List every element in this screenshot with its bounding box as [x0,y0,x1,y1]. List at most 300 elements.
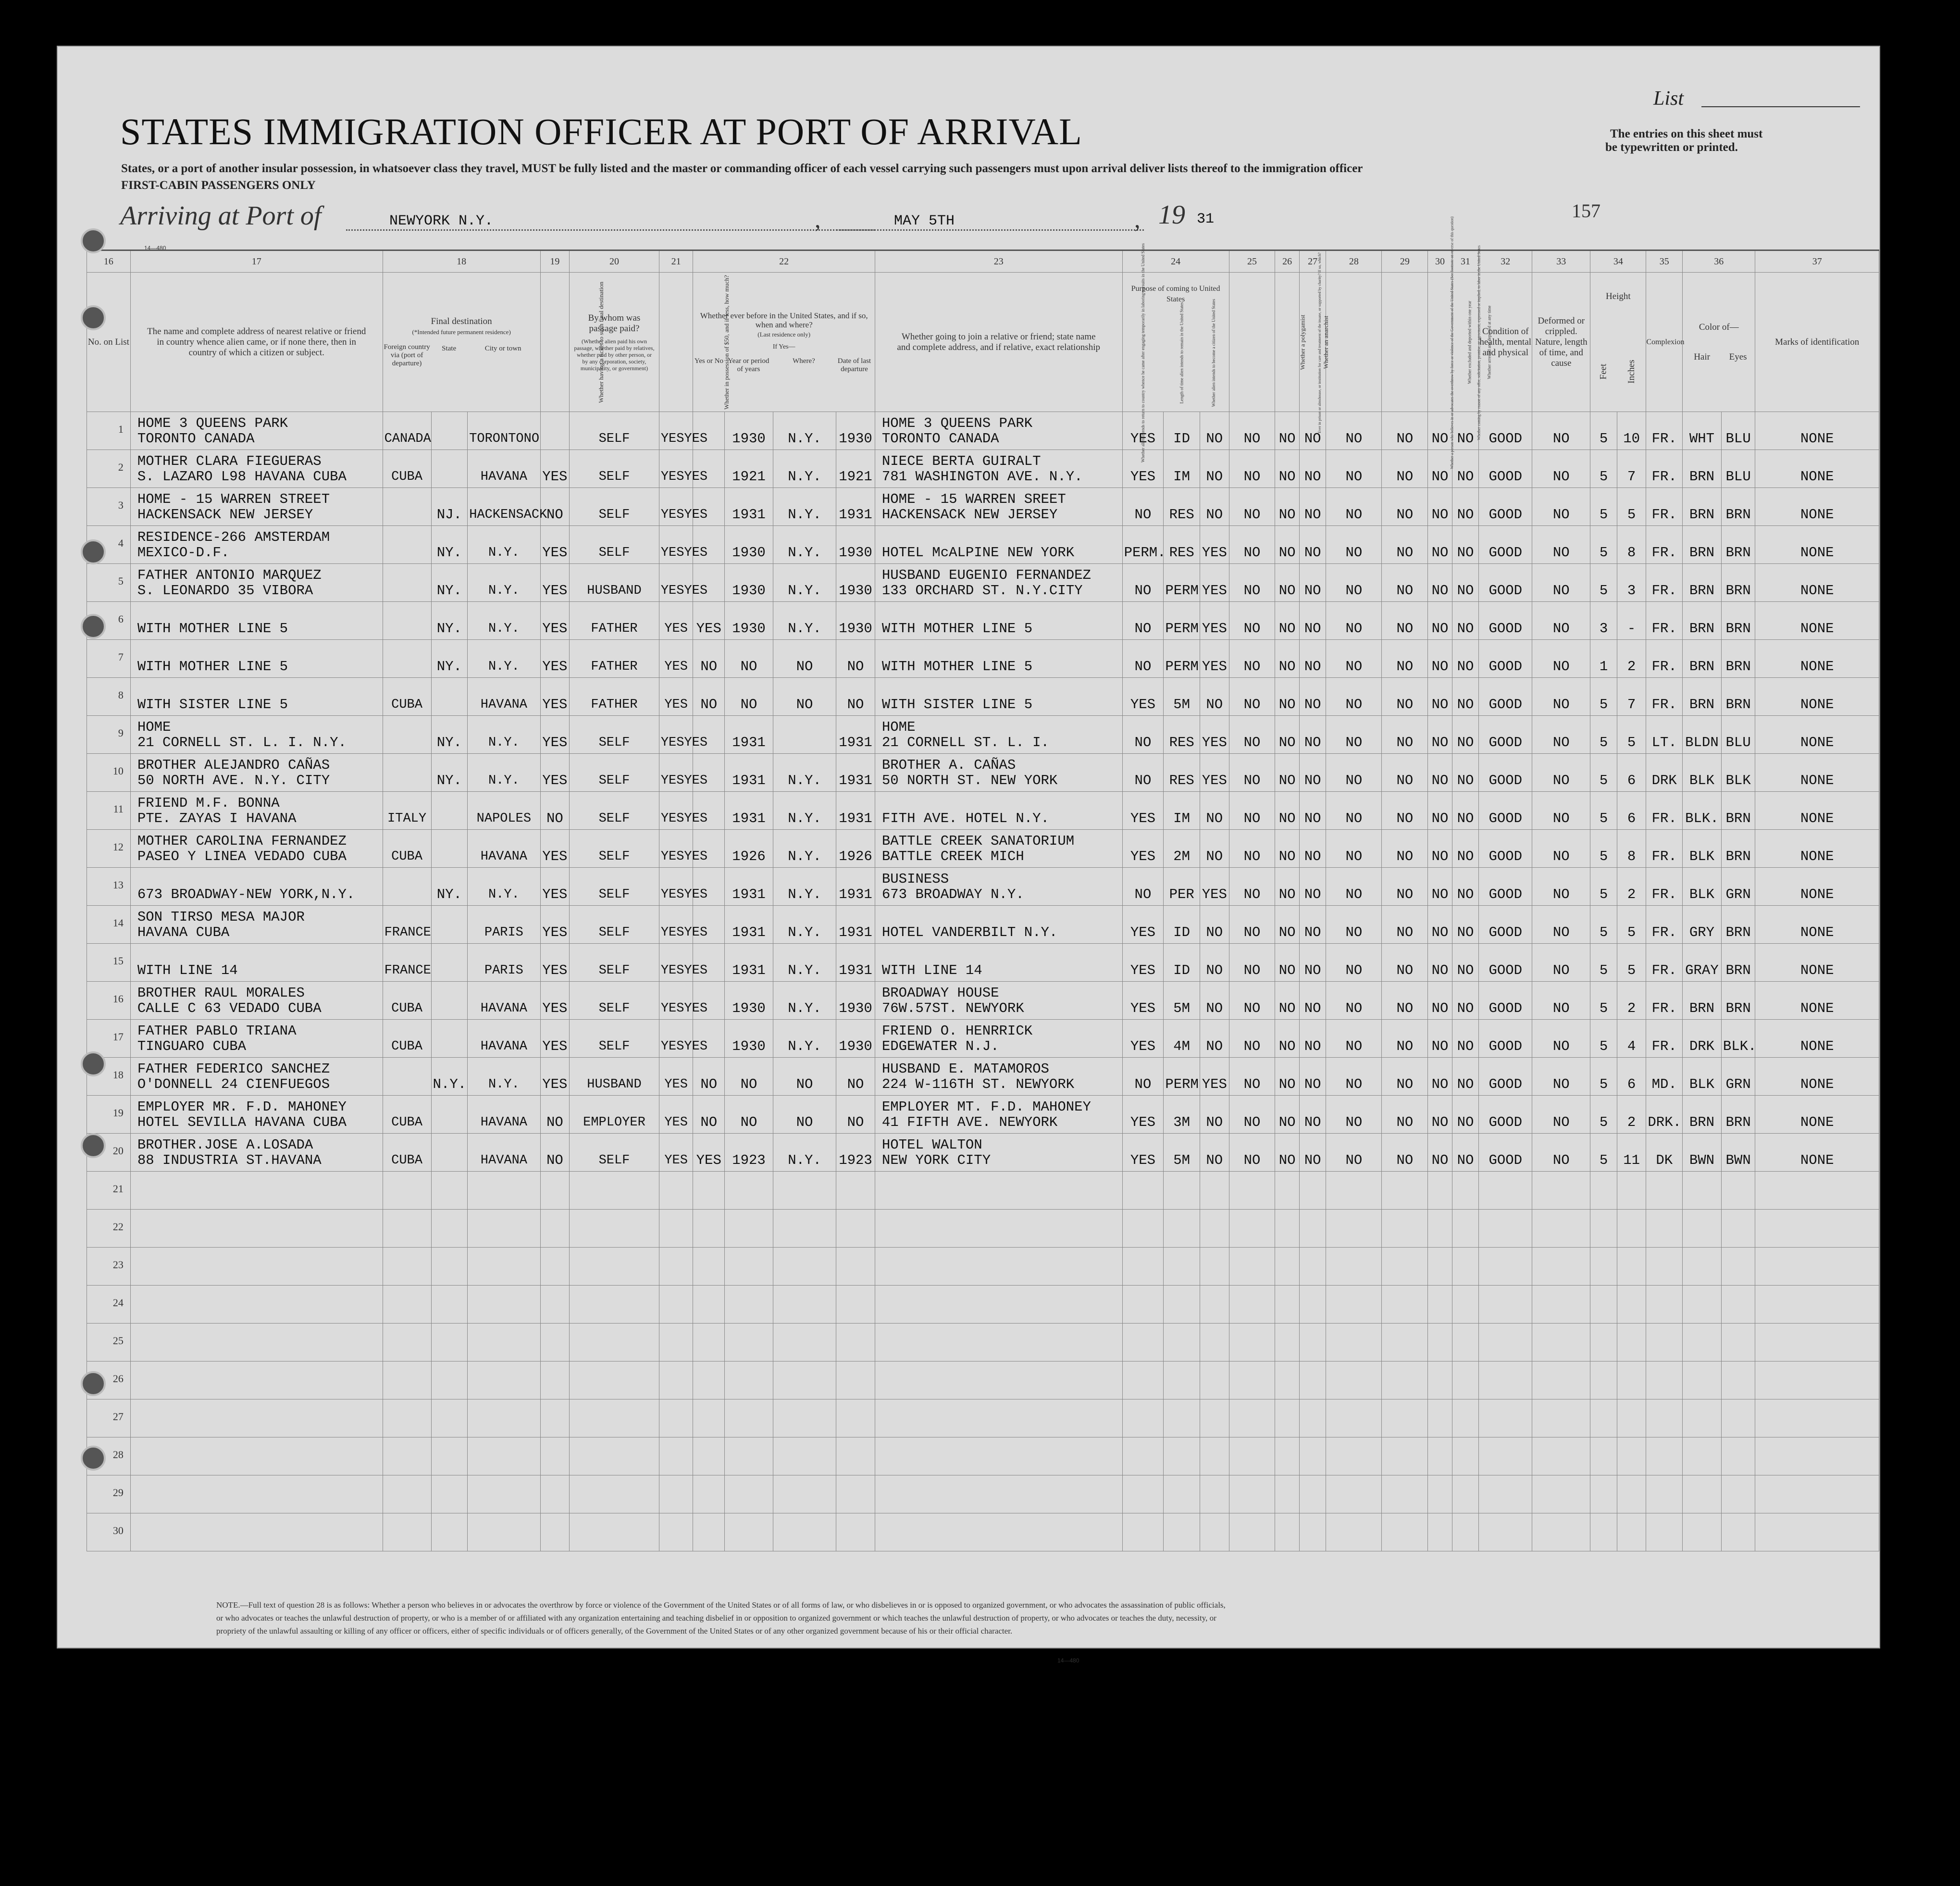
join-relative [875,754,1122,792]
deformed: NO [1532,1020,1590,1058]
citizen-intent: NO [1200,982,1229,1020]
empty-cell [468,1361,540,1399]
deported: NO [1452,1058,1479,1096]
polygamist: NO [1275,678,1299,716]
q28: NO [1326,830,1382,868]
departure-year: 1931 [836,906,875,944]
empty-cell [725,1210,773,1248]
purpose: NO [1122,716,1164,754]
header-hair: Hair [1694,351,1710,362]
height-inches: 4 [1617,1020,1646,1058]
empty-cell [1590,1210,1617,1248]
height-inches: 8 [1617,526,1646,564]
q29: NO [1382,1020,1428,1058]
hair-color: BRN [1683,526,1722,564]
hair-color: BLK [1683,830,1722,868]
empty-cell [1275,1210,1299,1248]
empty-cell [1299,1361,1326,1399]
citizen-intent: NO [1200,944,1229,982]
empty-cell [1683,1248,1722,1286]
join-relative [875,830,1122,868]
empty-table-row [87,1399,1879,1437]
column-number: 26 [1275,250,1299,273]
join-relative [875,450,1122,488]
purpose: YES [1122,412,1164,450]
q29: NO [1382,1058,1428,1096]
address-line: HACKENSACK NEW JERSEY [137,507,313,523]
address-line: BROADWAY HOUSE [881,985,999,1001]
money: YES [659,602,693,640]
complexion: FR. [1646,450,1683,488]
binder-hole [81,305,106,330]
height-feet: 5 [1590,906,1617,944]
empty-table-row [87,1286,1879,1324]
empty-cell [570,1475,659,1513]
column-number: 28 [1326,250,1382,273]
empty-cell [1590,1324,1617,1361]
empty-cell [693,1513,725,1551]
dest-city: N.Y. [468,716,540,754]
dest-state [431,412,468,450]
marks: NONE [1755,906,1879,944]
empty-cell [1200,1399,1229,1437]
header-return-intent: Whether alien intends to return to country whence he came after engaging temporarily in laboring pursuits in the United States [1141,243,1146,462]
health: GOOD [1479,1096,1532,1134]
empty-cell [570,1286,659,1324]
where-in-us: NO [773,1058,836,1096]
table-row [87,450,1879,488]
empty-cell [1755,1513,1879,1551]
passage-paid: SELF [570,1020,659,1058]
empty-cell [773,1286,836,1324]
address-line: WITH MOTHER LINE 5 [881,621,1033,637]
header-length-of-stay: Length of time alien intends to remain in the United States [1179,302,1184,403]
join-relative [875,944,1122,982]
prison: NO [1229,1058,1275,1096]
health: GOOD [1479,640,1532,678]
prison: NO [1229,412,1275,450]
anarchist: NO [1299,450,1326,488]
empty-cell [1617,1475,1646,1513]
empty-cell [130,1361,383,1399]
column-number: 21 [659,250,693,273]
table-row [87,488,1879,526]
column-number: 23 [875,250,1122,273]
q28: NO [1326,792,1382,830]
row-number: 21 [87,1172,131,1210]
q28: NO [1326,944,1382,982]
address-line: 41 FIFTH AVE. NEWYORK [881,1114,1058,1130]
empty-cell [431,1248,468,1286]
deported: NO [1452,640,1479,678]
empty-cell [1164,1437,1200,1475]
polygamist: NO [1275,830,1299,868]
join-relative [875,906,1122,944]
q28: NO [1326,450,1382,488]
address-line: FITH AVE. HOTEL N.Y. [881,811,1049,826]
foreign-country [383,564,431,602]
empty-cell [1382,1210,1428,1248]
departure-year: 1930 [836,602,875,640]
empty-cell [540,1437,570,1475]
q29: NO [1382,564,1428,602]
empty-cell [1299,1210,1326,1248]
empty-cell [693,1248,725,1286]
departure-year: 1930 [836,412,875,450]
empty-cell [1590,1513,1617,1551]
health: GOOD [1479,868,1532,906]
ticket: YES [540,1020,570,1058]
address-line: WITH SISTER LINE 5 [881,697,1033,712]
excluded: NO [1428,754,1452,792]
citizen-intent: YES [1200,526,1229,564]
empty-cell [1275,1361,1299,1399]
dest-city: HAVANA [468,1134,540,1172]
dest-city: N.Y. [468,640,540,678]
header-deported: Whether arrested and deported at any time [1452,273,1479,412]
height-inches: 8 [1617,830,1646,868]
purpose: YES [1122,906,1164,944]
length-of-stay: 5M [1164,982,1200,1020]
dest-state [431,1134,468,1172]
address-line: WITH MOTHER LINE 5 [881,659,1033,674]
empty-cell [836,1475,875,1513]
empty-cell [1164,1324,1200,1361]
passage-paid: EMPLOYER [570,1096,659,1134]
purpose: PERM. [1122,526,1164,564]
empty-cell [725,1399,773,1437]
deformed: NO [1532,488,1590,526]
excluded: NO [1428,1020,1452,1058]
marks: NONE [1755,868,1879,906]
money: YESYES [659,830,693,868]
empty-cell [1479,1248,1532,1286]
foreign-country: CUBA [383,1134,431,1172]
header-fifty-dollars: Whether in possession of $50, and if less, how much? [659,273,693,412]
empty-cell [1683,1286,1722,1324]
deformed: NO [1532,830,1590,868]
passenger-rows [87,412,1879,1551]
polygamist: NO [1275,488,1299,526]
empty-cell [431,1324,468,1361]
empty-cell [693,1324,725,1361]
empty-cell [1479,1286,1532,1324]
empty-cell [1532,1475,1590,1513]
column-number: 27 [1299,250,1326,273]
purpose: NO [1122,564,1164,602]
deformed: NO [1532,1134,1590,1172]
q29: NO [1382,678,1428,716]
hair-color: BRN [1683,982,1722,1020]
address-line: HACKENSACK NEW JERSEY [881,507,1058,523]
eye-color: BLK. [1721,1020,1755,1058]
hair-color: BRN [1683,450,1722,488]
empty-cell [1229,1210,1275,1248]
complexion: FR. [1646,678,1683,716]
empty-cell [836,1286,875,1324]
empty-cell [570,1248,659,1286]
eye-color: BRN [1721,906,1755,944]
q29: NO [1382,1096,1428,1134]
empty-cell [1299,1513,1326,1551]
address-line: EMPLOYER MT. F.D. MAHONEY [881,1099,1091,1115]
empty-cell [1721,1513,1755,1551]
foreign-country: CANADA [383,412,431,450]
empty-cell [1479,1172,1532,1210]
deformed: NO [1532,1096,1590,1134]
header-ticket: Whether having a ticket to such final destination [540,273,570,412]
year-in-us: NO [725,640,773,678]
empty-cell [1382,1248,1428,1286]
address-line: PTE. ZAYAS I HAVANA [137,811,297,826]
eye-color: BRN [1721,830,1755,868]
join-relative [875,678,1122,716]
column-number: 25 [1229,250,1275,273]
foreign-country [383,754,431,792]
empty-cell [693,1475,725,1513]
empty-cell [659,1475,693,1513]
passage-paid: SELF [570,944,659,982]
header-prison: Ever in prison or almshouse, or institution for care and treatment of the insane, or supported by charity? If so, which? [1229,273,1275,412]
table-row [87,1134,1879,1172]
empty-cell [875,1475,1122,1513]
marks: NONE [1755,488,1879,526]
citizen-intent: NO [1200,1096,1229,1134]
empty-cell [1683,1513,1722,1551]
deformed: NO [1532,526,1590,564]
sheet-number: 157 [1572,200,1600,222]
empty-cell [693,1437,725,1475]
comma: , [1134,206,1141,233]
eye-color: BLU [1721,450,1755,488]
foreign-country [383,1058,431,1096]
deported: NO [1452,868,1479,906]
length-of-stay: RES [1164,754,1200,792]
anarchist: NO [1299,1134,1326,1172]
column-number: 30 [1428,250,1452,273]
empty-cell [1275,1513,1299,1551]
empty-cell [1646,1361,1683,1399]
marks: NONE [1755,830,1879,868]
address-line: 224 W-116TH ST. NEWYORK [881,1076,1075,1092]
address-line: BATTLE CREEK MICH [881,849,1024,864]
empty-cell [1590,1399,1617,1437]
excluded: NO [1428,488,1452,526]
ever-before-note: (Last residence only) [757,330,811,338]
empty-cell [1326,1361,1382,1399]
health: GOOD [1479,450,1532,488]
health: GOOD [1479,412,1532,450]
header-q28: Whether a person who believes in or advocates the overthrow by force or violence of the Government of the United States (See footnote on reverse of this question) [1326,273,1382,412]
prison: NO [1229,640,1275,678]
relative-address [130,1096,383,1134]
money: YESYES [659,488,693,526]
empty-cell [468,1210,540,1248]
dest-state: NY. [431,868,468,906]
length-of-stay: PERM [1164,640,1200,678]
empty-cell [1428,1513,1452,1551]
empty-cell [1122,1324,1164,1361]
empty-cell [1275,1286,1299,1324]
purpose: YES [1122,944,1164,982]
empty-cell [836,1399,875,1437]
empty-cell [1275,1399,1299,1437]
height-inches: 6 [1617,1058,1646,1096]
empty-cell [836,1324,875,1361]
empty-cell [659,1286,693,1324]
dest-state [431,1020,468,1058]
anarchist: NO [1299,716,1326,754]
excluded: NO [1428,792,1452,830]
empty-cell [1382,1172,1428,1210]
empty-cell [1452,1210,1479,1248]
join-relative [875,526,1122,564]
purpose: YES [1122,1020,1164,1058]
q29: NO [1382,412,1428,450]
complexion: FR. [1646,412,1683,450]
eye-color: BRN [1721,602,1755,640]
complexion: DRK [1646,754,1683,792]
prison: NO [1229,1134,1275,1172]
q28: NO [1326,526,1382,564]
passage-paid: SELF [570,830,659,868]
deported: NO [1452,716,1479,754]
anarchist: NO [1299,906,1326,944]
ticket: YES [540,602,570,640]
binder-hole [81,1133,106,1158]
money: YESYES [659,450,693,488]
complexion: MD. [1646,1058,1683,1096]
health: GOOD [1479,830,1532,868]
where-in-us: N.Y. [773,830,836,868]
column-number: 24 [1122,250,1229,273]
dest-city: HACKENSACK [468,488,540,526]
address-line: 133 ORCHARD ST. N.Y.CITY [881,583,1083,599]
join-relative [875,792,1122,830]
empty-cell [1428,1286,1452,1324]
foreign-country: CUBA [383,450,431,488]
prison: NO [1229,1020,1275,1058]
year-in-us: 1931 [725,754,773,792]
polygamist: NO [1275,716,1299,754]
anarchist: NO [1299,868,1326,906]
address-line: HOME [137,719,171,735]
deported: NO [1452,830,1479,868]
money: YESYES [659,944,693,982]
departure-year: 1930 [836,526,875,564]
money: YESYES [659,906,693,944]
ever-before-title: Whether ever before in the United States, and if so, when and where? [700,311,868,329]
row-number: 30 [87,1513,131,1551]
empty-cell [1452,1361,1479,1399]
empty-cell [1200,1324,1229,1361]
dest-state: NY. [431,564,468,602]
empty-cell [875,1172,1122,1210]
join-relative [875,564,1122,602]
empty-cell [1164,1248,1200,1286]
relative-address [130,1058,383,1096]
relative-address [130,564,383,602]
binder-hole [81,228,106,253]
address-line: HOTEL WALTON [881,1137,982,1153]
address-line: TORONTO CANADA [137,431,255,447]
height-inches: 5 [1617,488,1646,526]
empty-cell [773,1399,836,1437]
complexion: FR. [1646,944,1683,982]
eye-color: GRN [1721,868,1755,906]
empty-cell [1721,1475,1755,1513]
empty-cell [1428,1361,1452,1399]
prison: NO [1229,450,1275,488]
hair-color: BRN [1683,1096,1722,1134]
empty-cell [1532,1513,1590,1551]
dest-city: HAVANA [468,830,540,868]
deformed: NO [1532,906,1590,944]
hair-color: BRN [1683,678,1722,716]
table-row [87,526,1879,564]
polygamist: NO [1275,412,1299,450]
length-of-stay: ID [1164,906,1200,944]
final-destination-note: (*Intended future permanent residence) [412,328,511,336]
deported: NO [1452,488,1479,526]
empty-cell [773,1324,836,1361]
hair-color: BLK. [1683,792,1722,830]
address-line: S. LAZARO L98 HAVANA CUBA [137,469,347,485]
address-line: FRIEND O. HENRRICK [881,1023,1033,1039]
row-number: 14 [87,906,131,944]
excluded: NO [1428,1096,1452,1134]
empty-cell [1229,1286,1275,1324]
eye-color: GRN [1721,1058,1755,1096]
ticket: NO [540,1096,570,1134]
address-line [882,682,1121,697]
deformed: NO [1532,868,1590,906]
dest-state [431,982,468,1020]
deported: NO [1452,792,1479,830]
address-line: HUSBAND EUGENIO FERNANDEZ [881,567,1091,583]
empty-cell [1229,1324,1275,1361]
address-line: HOME 3 QUEENS PARK [881,415,1033,431]
prison: NO [1229,868,1275,906]
polygamist: NO [1275,450,1299,488]
empty-cell [725,1475,773,1513]
eye-color: BRN [1721,564,1755,602]
anarchist: NO [1299,754,1326,792]
row-number: 27 [87,1399,131,1437]
empty-cell [1326,1286,1382,1324]
height-feet: 5 [1590,1096,1617,1134]
dest-state [431,678,468,716]
empty-table-row [87,1248,1879,1286]
empty-cell [540,1361,570,1399]
q28: NO [1326,1058,1382,1096]
year-in-us: 1931 [725,792,773,830]
address-line: WITH MOTHER LINE 5 [137,659,288,674]
empty-cell [1479,1324,1532,1361]
relative-address [130,906,383,944]
empty-cell [1683,1399,1722,1437]
hair-color: BLDN [1683,716,1722,754]
header-color [1683,273,1755,412]
dest-city: HAVANA [468,678,540,716]
q28: NO [1326,564,1382,602]
height-feet: 3 [1590,602,1617,640]
empty-cell [836,1172,875,1210]
relative-address [130,1020,383,1058]
empty-cell [1299,1248,1326,1286]
anarchist: NO [1299,526,1326,564]
empty-cell [1646,1286,1683,1324]
